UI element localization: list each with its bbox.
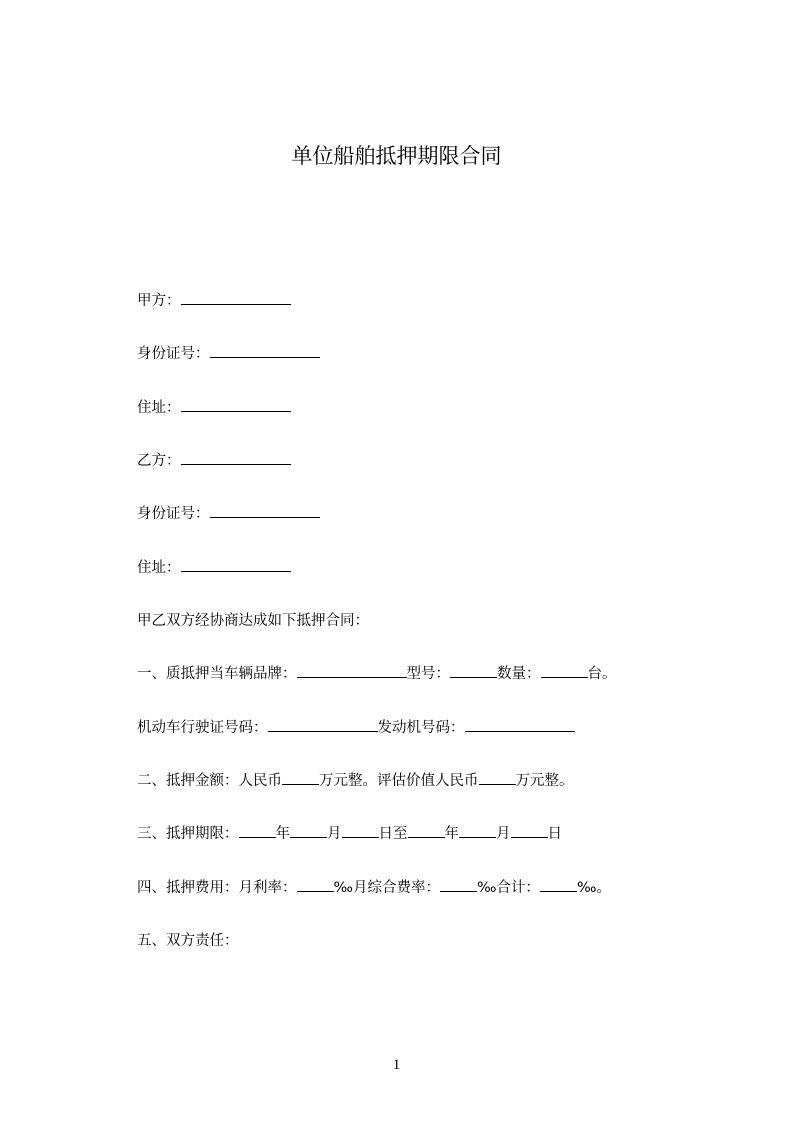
start-year-label: 年: [275, 826, 290, 842]
party-b-id-label: 身份证号：: [137, 506, 210, 522]
monthly-rate-blank[interactable]: [297, 877, 334, 892]
party-b-id-blank[interactable]: [210, 503, 320, 518]
clause-1-unit: 台。: [587, 666, 617, 682]
party-a-address-blank[interactable]: [181, 397, 291, 412]
start-month-blank[interactable]: [290, 823, 327, 838]
document-title: 单位船舶抵押期限合同: [291, 144, 502, 168]
start-month-label: 月: [327, 826, 342, 842]
clause-2-mid: 万元整。评估价值人民币: [319, 773, 479, 789]
party-b-address-blank[interactable]: [181, 557, 291, 572]
appraisal-amount-blank[interactable]: [479, 770, 516, 785]
total-rate-blank[interactable]: [540, 877, 577, 892]
clause-4-line: [137, 877, 611, 899]
clause-5-line: 五、双方责任：: [137, 933, 239, 949]
party-a-blank[interactable]: [181, 290, 291, 305]
party-a-address-label: 住址：: [137, 400, 181, 416]
party-a-id-label: 身份证号：: [137, 346, 210, 362]
party-a-line: [137, 290, 291, 312]
start-day-blank[interactable]: [342, 823, 379, 838]
clause-4-prefix: 四、抵押费用：月利率：: [137, 880, 297, 896]
end-month-blank[interactable]: [459, 823, 496, 838]
vehicle-brand-blank[interactable]: [297, 663, 407, 678]
party-b-label: 乙方：: [137, 453, 181, 469]
vehicle-model-blank[interactable]: [450, 663, 497, 678]
clause-1-model-label: 型号：: [406, 666, 450, 682]
clause-4-mid: ‰月综合费率：: [333, 880, 440, 896]
party-b-blank[interactable]: [181, 450, 291, 465]
end-year-blank[interactable]: [408, 823, 445, 838]
party-a-id-blank[interactable]: [210, 343, 320, 358]
overall-rate-blank[interactable]: [440, 877, 477, 892]
party-b-line: [137, 450, 291, 472]
clause-3-line: [137, 823, 562, 845]
clause-2-prefix: 二、抵押金额：人民币: [137, 773, 282, 789]
party-b-address-line: [137, 557, 291, 579]
vehicle-quantity-blank[interactable]: [541, 663, 588, 678]
start-year-blank[interactable]: [239, 823, 276, 838]
clause-1b-line: [137, 717, 575, 739]
start-day-to-label: 日至: [378, 826, 408, 842]
party-a-address-line: [137, 397, 291, 419]
clause-4-suffix: ‰。: [576, 880, 611, 896]
clause-1-line: [137, 663, 617, 685]
page-number: 1: [392, 1057, 401, 1073]
clause-3-prefix: 三、抵押期限：: [137, 826, 239, 842]
end-year-label: 年: [444, 826, 459, 842]
clause-2-suffix: 万元整。: [515, 773, 574, 789]
party-b-id-line: [137, 503, 320, 525]
clause-4-total: ‰合计：: [476, 880, 540, 896]
mortgage-amount-blank[interactable]: [282, 770, 319, 785]
party-a-label: 甲方：: [137, 293, 181, 309]
engine-label: 发动机号码：: [377, 720, 465, 736]
clause-1-prefix: 一、质抵押当车辆品牌：: [137, 666, 297, 682]
end-month-label: 月: [496, 826, 511, 842]
end-day-blank[interactable]: [511, 823, 548, 838]
end-day-label: 日: [547, 826, 562, 842]
intro-line: 甲乙双方经协商达成如下抵押合同：: [137, 613, 369, 629]
clause-1-quantity-label: 数量：: [497, 666, 541, 682]
engine-number-blank[interactable]: [465, 717, 575, 732]
license-number-blank[interactable]: [268, 717, 378, 732]
clause-2-line: [137, 770, 574, 792]
party-a-id-line: [137, 343, 320, 365]
license-label: 机动车行驶证号码：: [137, 720, 268, 736]
party-b-address-label: 住址：: [137, 560, 181, 576]
